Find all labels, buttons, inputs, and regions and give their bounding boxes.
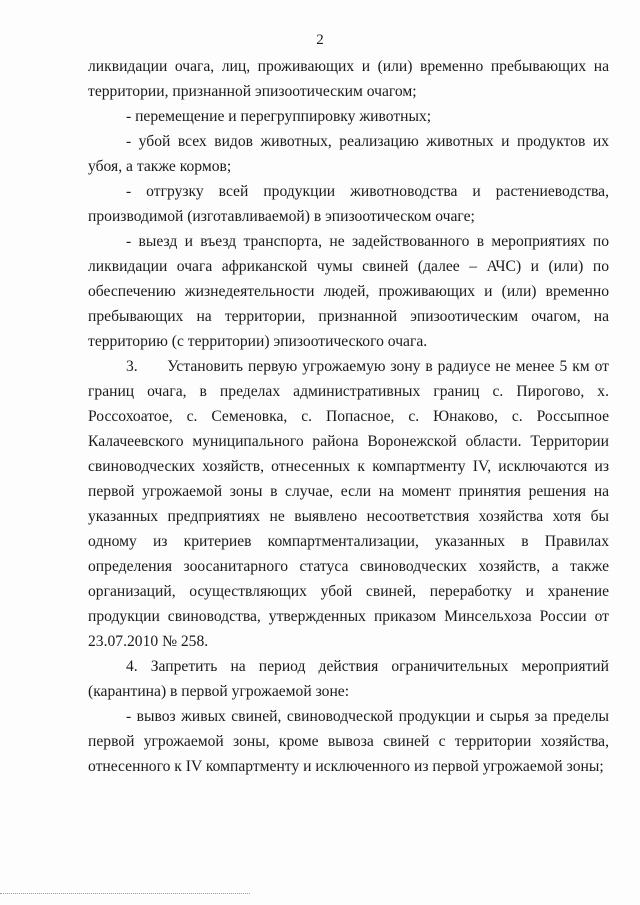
list-item-transport: - выезд и въезд транспорта, не задействованного в мероприятиях по ликвидации очага африканской чумы свиней (далее – АЧС) и (или) по обеспечению жизнедеятельности людей, проживающих и (или) временно пребывающих на территории, признанной эпизоотическим очагом, на территорию (с территории) эпизоотического очага.: [88, 233, 609, 350]
footer-divider: [0, 893, 250, 894]
paragraph-item-4: 4. Запретить на период действия ограничительных мероприятий (карантина) в первой угрожаемой зоне:: [88, 658, 609, 700]
list-item-slaughter: - убой всех видов животных, реализацию животных и продуктов их убоя, а также кормов;: [88, 133, 609, 175]
list-item-export: - вывоз живых свиней, свиноводческой продукции и сырья за пределы первой угрожаемой зоны, кроме вывоза свиней с территории хозяйства, отнесенного к IV компартменту и исключенного из первой угрожаемой зоны;: [88, 708, 609, 775]
paragraph-continuation: ликвидации очага, лиц, проживающих и (или) временно пребывающих на территории, признанной эпизоотическим очагом;: [88, 58, 609, 100]
document-body: [88, 54, 613, 779]
list-item-relocation: - перемещение и перегруппировку животных;: [126, 108, 432, 125]
paragraph-item-3: 3. Установить первую угрожаемую зону в радиусе не менее 5 км от границ очага, в пределах административных границ с. Пирогово, х. Россохоатое, с. Семеновка, с. Попасное, с. Юнаково, с. Россыпное Калачеевского муниципального района Воронежской области. Территории свиноводческих хозяйств, отнесенных к компартменту IV, исключаются из первой угрожаемой зоны в случае, если на момент принятия решения на указанных предприятиях не выявлено несоответствия хозяйства хотя бы одному из критериев компартментализации, указанных в Правилах определения зоосанитарного статуса свиноводческих хозяйств, а также организаций, осуществляющих убой свиней, переработку и хранение продукции свиноводства, утвержденных приказом Минсельхоза России от 23.07.2010 № 258.: [88, 358, 613, 650]
page-number: 2: [316, 32, 324, 48]
list-item-shipment: - отгрузку всей продукции животноводства и растениеводства, производимой (изготавливаемой) в эпизоотическом очаге;: [88, 183, 609, 225]
